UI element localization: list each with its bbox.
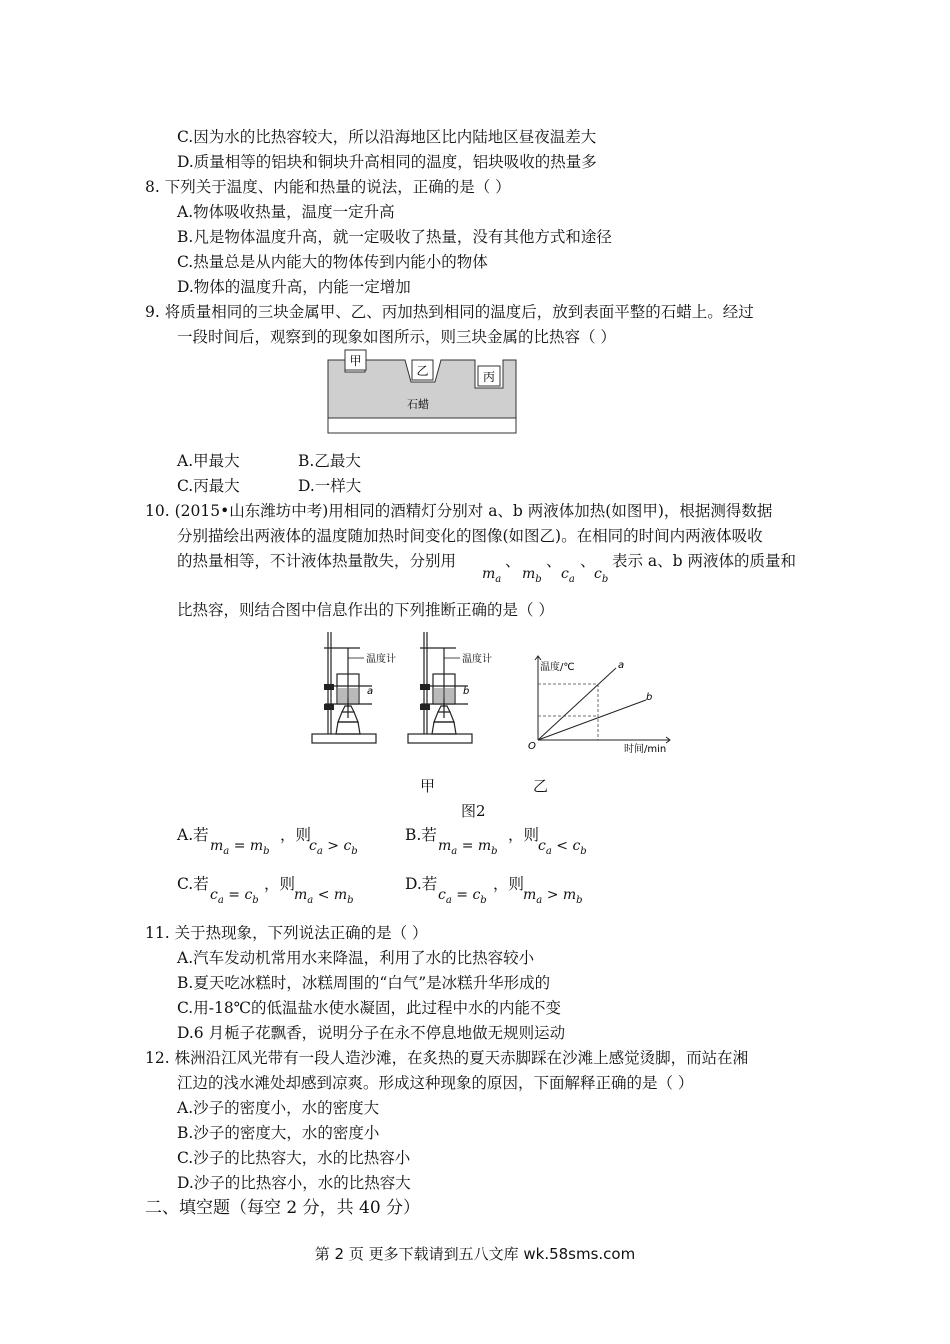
q12-option-b: B.沙子的密度大，水的密度小: [177, 1124, 380, 1142]
q10-b-cond: $m_a = m_b$: [438, 838, 498, 857]
liquid-label-b: b: [463, 686, 470, 697]
fig-label-bing: 丙: [482, 370, 496, 384]
q12-option-c: C.沙子的比热容大，水的比热容小: [177, 1149, 411, 1167]
sep-1: 、: [505, 552, 521, 570]
graph-label-a: a: [618, 660, 625, 671]
q7-option-c: C.因为水的比热容较大，所以沿海地区比内陆地区昼夜温差大: [177, 128, 597, 146]
figure-caption: 图2: [461, 802, 486, 820]
q10-stem-line3b: 表示 a、b 两液体的质量和: [612, 552, 797, 570]
apparatus-figure: [308, 626, 508, 750]
q10-d-cond: $c_a = c_b$: [438, 887, 487, 906]
symbol-ma: $m_a$: [482, 566, 502, 585]
sep-3: 、: [580, 552, 596, 570]
q10-option-a: A.若: [177, 826, 209, 844]
q10-option-d: D.若: [405, 875, 438, 893]
caption-jia: 甲: [420, 777, 436, 795]
q9-stem-line2: 一段时间后，观察到的现象如图所示，则三块金属的比热容（ ）: [177, 328, 616, 346]
symbol-ca: $c_a$: [561, 566, 575, 585]
symbol-cb: $c_b$: [594, 566, 609, 585]
liquid-label-a: a: [367, 686, 374, 697]
q8-option-b: B.凡是物体温度升高，就一定吸收了热量，没有其他方式和途径: [177, 228, 612, 246]
fig-label-wax: 石蜡: [407, 398, 429, 411]
fig-label-jia: 甲: [349, 354, 362, 368]
thermometer-label-left: 温度计: [366, 654, 396, 665]
section-title-fill-in: 二、填空题（每空 2 分，共 40 分）: [145, 1198, 421, 1218]
q10-a-cond: $m_a = m_b$: [210, 838, 270, 857]
q10-option-c: C.若: [177, 875, 209, 893]
q10-c-ze: ，则: [264, 875, 296, 893]
q9-option-b: B.乙最大: [298, 452, 361, 470]
graph-xlabel: 时间/min: [624, 744, 667, 754]
q12-stem-line2: 江边的浅水滩处却感到凉爽。形成这种现象的原因，下面解释正确的是（ ）: [177, 1074, 694, 1092]
q10-c-result: $m_a < m_b$: [294, 887, 354, 906]
q11-stem: 11. 关于热现象，下列说法正确的是（ ）: [145, 924, 428, 942]
q10-d-ze: ，则: [493, 875, 525, 893]
q11-option-c: C.用-18℃的低温盐水使水凝固，此过程中水的内能不变: [177, 999, 562, 1017]
q11-option-b: B.夏天吃冰糕时，冰糕周围的“白气”是冰糕升华形成的: [177, 974, 551, 992]
q12-stem-line1: 12. 株洲沿江风光带有一段人造沙滩，在炙热的夏天赤脚踩在沙滩上感觉烫脚，而站在湘: [145, 1049, 749, 1067]
q10-b-ze: ，则: [508, 826, 540, 844]
q10-stem-line2: 分别描绘出两液体的温度随加热时间变化的图像(如图乙)。在相同的时间内两液体吸收: [177, 527, 763, 545]
sep-2: 、: [546, 552, 562, 570]
q10-stem-line1: 10. (2015•山东潍坊中考)用相同的酒精灯分别对 a、b 两液体加热(如图甲)，根据测得数据: [145, 502, 773, 520]
thermometer-label-right: 温度计: [462, 654, 492, 665]
graph-origin: O: [528, 741, 536, 752]
series-line-a: [538, 668, 616, 740]
q8-option-a: A.物体吸收热量，温度一定升高: [177, 203, 395, 221]
q10-b-result: $c_a < c_b$: [538, 838, 587, 857]
q12-option-d: D.沙子的比热容小，水的比热容大: [177, 1174, 411, 1192]
page-footer: 第 2 页 更多下载请到五八文库 wk.58sms.com: [314, 1245, 636, 1263]
q10-d-result: $m_a > m_b$: [523, 887, 583, 906]
fig-label-yi: 乙: [416, 364, 429, 378]
q9-stem-line1: 9. 将质量相同的三块金属甲、乙、丙加热到相同的温度后，放到表面平整的石蜡上。经过: [145, 303, 754, 321]
temperature-time-graph: [520, 650, 680, 754]
wax-figure: [325, 348, 520, 436]
series-line-b: [538, 700, 646, 740]
q11-option-d: D.6 月栀子花飘香，说明分子在永不停息地做无规则运动: [177, 1024, 566, 1042]
q12-option-a: A.沙子的密度小，水的密度大: [177, 1099, 380, 1117]
q10-a-ze: ，则: [280, 826, 312, 844]
q8-option-c: C.热量总是从内能大的物体传到内能小的物体: [177, 253, 488, 271]
graph-label-b: b: [646, 692, 653, 703]
q10-stem-line4: 比热容，则结合图中信息作出的下列推断正确的是（ ）: [177, 601, 554, 619]
symbol-mb: $m_b$: [522, 566, 542, 585]
q10-option-b: B.若: [405, 826, 437, 844]
q10-a-result: $c_a > c_b$: [309, 838, 358, 857]
q8-stem: 8. 下列关于温度、内能和热量的说法，正确的是（ ）: [145, 178, 511, 196]
caption-yi: 乙: [533, 777, 549, 795]
q10-c-cond: $c_a = c_b$: [210, 887, 259, 906]
q9-option-d: D.一样大: [298, 477, 362, 495]
q7-option-d: D.质量相等的铝块和铜块升高相同的温度，铝块吸收的热量多: [177, 153, 597, 171]
q10-stem-line3a: 的热量相等，不计液体热量散失，分别用: [177, 552, 457, 570]
q9-option-c: C.丙最大: [177, 477, 240, 495]
q8-option-d: D.物体的温度升高，内能一定增加: [177, 278, 411, 296]
q11-option-a: A.汽车发动机常用水来降温，利用了水的比热容较小: [177, 949, 535, 967]
q9-option-a: A.甲最大: [177, 452, 240, 470]
graph-ylabel: 温度/℃: [540, 662, 575, 673]
